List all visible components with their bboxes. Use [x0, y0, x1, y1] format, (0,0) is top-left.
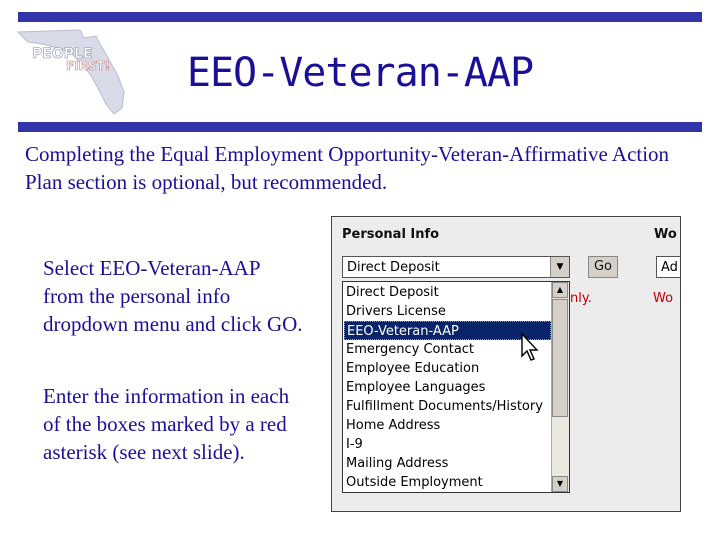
option-direct-deposit[interactable]: Direct Deposit: [346, 285, 439, 300]
option-drivers-license[interactable]: Drivers License: [346, 304, 446, 319]
option-mailing-address[interactable]: Mailing Address: [346, 456, 449, 471]
instruction-select: Select EEO-Veteran-AAP from the personal info dropdown menu and click GO.: [43, 256, 303, 336]
personal-info-select[interactable]: [342, 256, 570, 278]
option-eeo-veteran-aap[interactable]: EEO-Veteran-AAP: [344, 321, 551, 340]
slide-title: EEO-Veteran-AAP: [186, 50, 534, 96]
dropdown-list[interactable]: [342, 281, 570, 493]
option-home-address[interactable]: Home Address: [346, 418, 441, 433]
option-outside-employment[interactable]: Outside Employment: [346, 475, 483, 490]
red-column-text: Wo: [653, 291, 674, 306]
option-employee-languages[interactable]: Employee Languages: [346, 380, 486, 395]
red-note-text: nly.: [570, 291, 592, 306]
option-fulfillment-documents[interactable]: Fulfillment Documents/History: [346, 399, 543, 414]
option-employee-education[interactable]: Employee Education: [346, 361, 480, 376]
right-select[interactable]: [656, 256, 681, 278]
option-emergency-contact[interactable]: Emergency Contact: [346, 342, 475, 357]
scroll-thumb[interactable]: [552, 299, 568, 417]
mouse-cursor-icon: [520, 332, 542, 362]
logo-word-first: FIRST!: [66, 59, 111, 73]
go-button[interactable]: Go: [588, 256, 618, 278]
right-select-value: Ad: [661, 260, 678, 275]
dropdown-arrow-icon[interactable]: ▼: [550, 257, 569, 277]
personal-info-header: Personal Info: [342, 227, 440, 242]
top-divider-bar: [18, 12, 702, 22]
instruction-enter: Enter the information in each of the boxes marked by a red asterisk (see next slide).: [43, 384, 290, 464]
logo-word-people: PEOPLE: [32, 46, 93, 62]
personal-info-screenshot: [331, 216, 681, 512]
selected-value: Direct Deposit: [347, 260, 440, 275]
option-i9[interactable]: I-9: [346, 437, 363, 452]
scroll-up-icon[interactable]: ▲: [552, 282, 568, 298]
intro-paragraph: Completing the Equal Employment Opportunity-Veteran-Affirmative Action Plan section is optional, but recommended.: [25, 142, 670, 194]
dropdown-scrollbar[interactable]: [551, 282, 569, 492]
scroll-down-icon[interactable]: ▼: [552, 476, 568, 492]
right-column-header: Wo: [654, 227, 677, 242]
title-divider-bar: [18, 122, 702, 132]
